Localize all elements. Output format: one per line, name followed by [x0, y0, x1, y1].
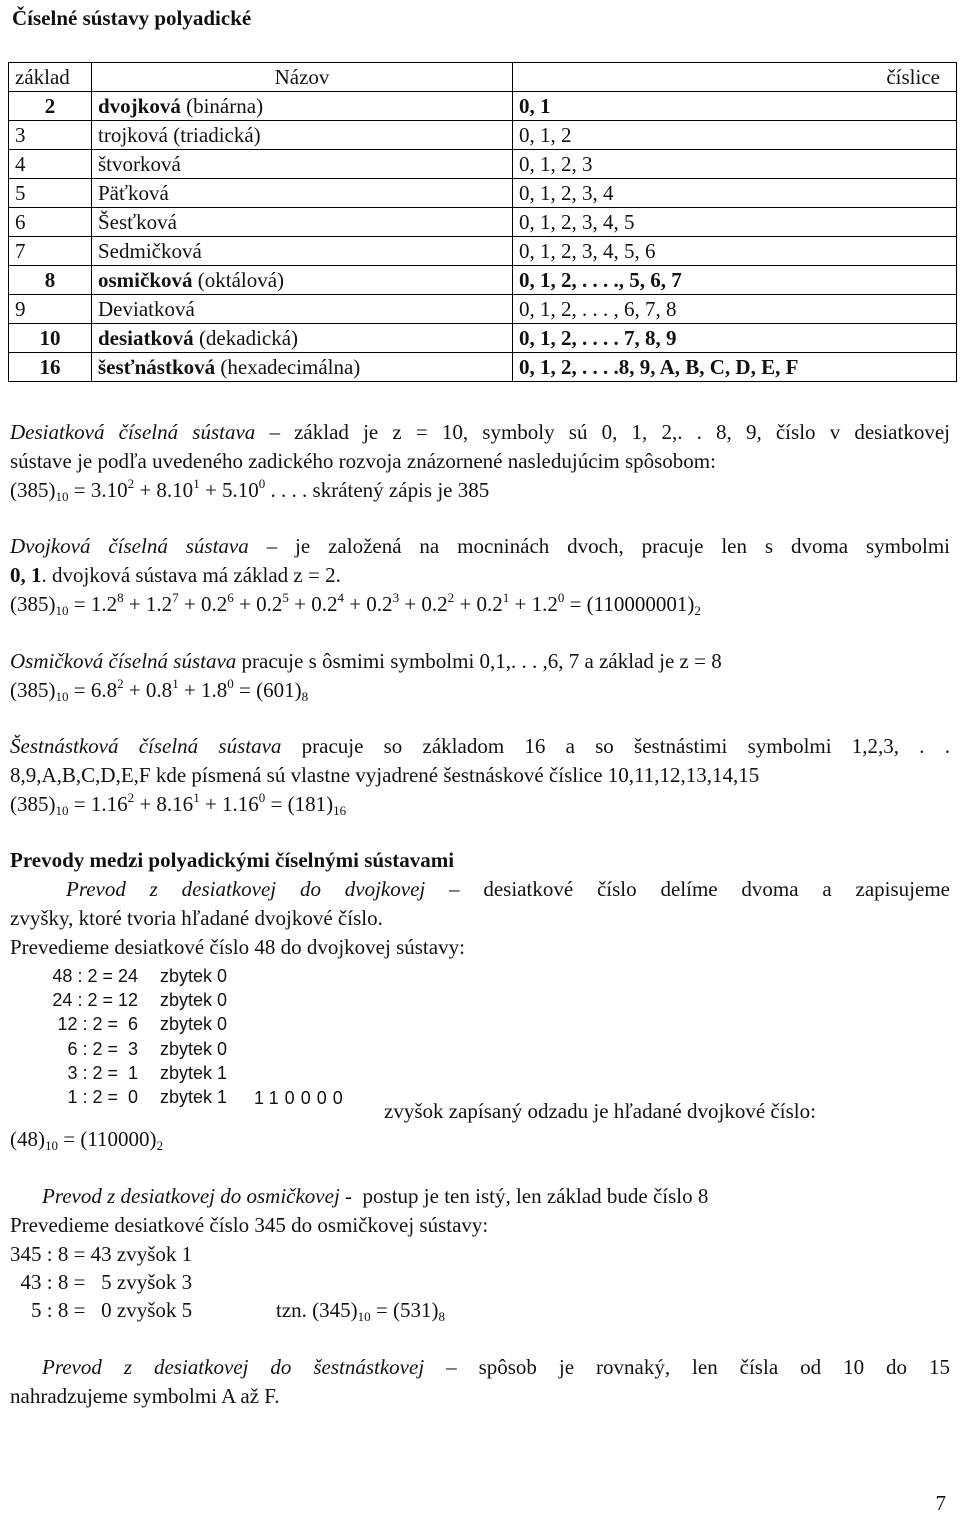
header-digits: číslice	[513, 63, 957, 92]
division-row: 3 : 2 = 1 zbytek 1	[67, 1062, 228, 1083]
cell-digits: 0, 1, 2, . . . ., 5, 6, 7	[513, 266, 957, 295]
cell-base: 5	[9, 179, 92, 208]
binary-digits: 110000	[254, 1088, 349, 1108]
octal-system-line1: Osmičková číselná sústava pracuje s ôsmimi symbolmi 0,1,. . . ,6, 7 a základ je z = 8	[10, 649, 722, 673]
table-header-row	[9, 63, 957, 92]
table-row	[9, 324, 957, 353]
cell-base: 4	[9, 150, 92, 179]
cell-name: desiatková (dekadická)	[92, 324, 513, 353]
cell-digits: 0, 1, 2, 3, 4	[513, 179, 957, 208]
table-row	[9, 266, 957, 295]
table-row	[9, 295, 957, 324]
binary-system-line2: 0, 1. dvojková sústava má základ z = 2.	[10, 563, 341, 587]
decimal-expansion: $(385)_{10} = 3.10^2 + 8.10^1 + 5.10^0$ . . . . skrátený zápis je 385	[10, 476, 490, 504]
table-row	[9, 208, 957, 237]
dec-to-oct-term: Prevod z desiatkovej do osmičkovej	[42, 1184, 340, 1208]
binary-digits-note: zvyšok zapísaný odzadu je hľadané dvojkové číslo:	[384, 1099, 816, 1123]
dec-to-bin-line1: Prevod z desiatkovej do dvojkovej – desiatkové číslo delíme dvoma a zapisujeme	[66, 877, 950, 901]
decimal-system-line1: Desiatková číselná sústava – základ je z = 10, symboly sú 0, 1, 2,. . 8, 9, číslo v desiatkovej	[10, 420, 950, 444]
division-row: 12 : 2 = 6 zbytek 0	[57, 1014, 228, 1035]
dec-to-oct-line1: Prevod z desiatkovej do osmičkovej - postup je ten istý, len základ bude číslo 8	[42, 1184, 709, 1208]
conversions-heading: Prevody medzi polyadickými číselnými sústavami	[10, 848, 455, 872]
cell-digits: 0, 1, 2, 3	[513, 150, 957, 179]
division-row: 1 : 2 = 0 zbytek 1	[67, 1087, 228, 1108]
table-row	[9, 237, 957, 266]
header-name: Názov	[92, 63, 513, 92]
cell-digits: 0, 1, 2, 3, 4, 5	[513, 208, 957, 237]
division-row: 48 : 2 = 24 zbytek 0	[52, 966, 228, 986]
cell-name: Šesťková	[92, 208, 513, 237]
cell-digits: 0, 1, 2	[513, 121, 957, 150]
dec-to-bin-line3: Prevedieme desiatkové číslo 48 do dvojkovej sústavy:	[10, 935, 465, 959]
cell-base: 10	[9, 324, 92, 353]
table-row	[9, 179, 957, 208]
dec-to-bin-result: $(48)_{10} = (110000)_2$	[10, 1127, 164, 1153]
table-row	[9, 92, 957, 121]
header-base: základ	[9, 63, 92, 92]
table-row	[9, 353, 957, 382]
binary-system-line1: Dvojková číselná sústava – je založená na mocninách dvoch, pracuje len s dvoma symbolmi	[10, 534, 950, 558]
cell-name: osmičková (oktálová)	[92, 266, 513, 295]
cell-digits: 0, 1, 2, . . . . 7, 8, 9	[513, 324, 957, 353]
hex-system-term: Šestnástková číselná sústava	[10, 734, 282, 758]
cell-base: 9	[9, 295, 92, 324]
cell-base: 3	[9, 121, 92, 150]
octal-expansion: $(385)_{10} = 6.8^2 + 0.8^1 + 1.8^0 = (601)_8$	[10, 676, 309, 704]
hex-system-line2: 8,9,A,B,C,D,E,F kde písmená sú vlastne vyjadrené šestnáskové číslice 10,11,12,13,14,15	[10, 763, 760, 787]
decimal-system-term: Desiatková číselná sústava	[10, 420, 256, 444]
cell-name: Sedmičková	[92, 237, 513, 266]
dec-to-oct-line2: Prevedieme desiatkové číslo 345 do osmičkovej sústavy:	[10, 1213, 489, 1237]
hex-system-line1: Šestnástková číselná sústava pracuje so základom 16 a so šestnástimi symbolmi 1,2,3, . .	[10, 734, 950, 758]
cell-name: Päťková	[92, 179, 513, 208]
cell-name: štvorková	[92, 150, 513, 179]
table-row	[9, 150, 957, 179]
dec-to-oct-result: tzn. $(345)_{10} = (531)_8$	[276, 1298, 445, 1324]
page-title: Číselné sústavy polyadické	[12, 6, 252, 30]
page-number: 7	[935, 1491, 946, 1515]
cell-digits: 0, 1	[513, 92, 957, 121]
cell-base: 2	[9, 92, 92, 121]
cell-digits: 0, 1, 2, . . . , 6, 7, 8	[513, 295, 957, 324]
dec-to-hex-line2: nahradzujeme symbolmi A až F.	[10, 1384, 280, 1408]
cell-base: 8	[9, 266, 92, 295]
number-systems-table	[8, 62, 957, 382]
cell-digits: 0, 1, 2, . . . .8, 9, A, B, C, D, E, F	[513, 353, 957, 382]
hex-expansion: $(385)_{10} = 1.16^2 + 8.16^1 + 1.16^0 = (181)_{16}$	[10, 790, 347, 818]
cell-digits: 0, 1, 2, 3, 4, 5, 6	[513, 237, 957, 266]
oct-step-1: 345 : 8 = 43 zvyšok 1	[10, 1242, 193, 1266]
binary-system-term: Dvojková číselná sústava	[10, 534, 249, 558]
dec-to-bin-term: Prevod z desiatkovej do dvojkovej	[66, 877, 426, 901]
oct-step-2: 43 : 8 = 5 zvyšok 3	[10, 1270, 193, 1294]
division-row: 24 : 2 = 12 zbytek 0	[52, 990, 228, 1011]
dec-to-bin-line2: zvyšky, ktoré tvoria hľadané dvojkové číslo.	[10, 906, 383, 930]
table-row	[9, 121, 957, 150]
cell-name: šesťnástková (hexadecimálna)	[92, 353, 513, 382]
division-steps	[30, 964, 227, 1109]
cell-base: 7	[9, 237, 92, 266]
decimal-system-line2: sústave je podľa uvedeného zadického rozvoja znázornené nasledujúcim spôsobom:	[10, 449, 716, 473]
oct-step-3: 5 : 8 = 0 zvyšok 5	[10, 1298, 193, 1322]
dec-to-hex-line1: Prevod z desiatkovej do šestnástkovej – spôsob je rovnaký, len čísla od 10 do 15	[42, 1355, 950, 1379]
octal-system-term: Osmičková číselná sústava	[10, 649, 237, 673]
division-row: 6 : 2 = 3 zbytek 0	[67, 1038, 228, 1059]
cell-name: trojková (triadická)	[92, 121, 513, 150]
dec-to-hex-term: Prevod z desiatkovej do šestnástkovej	[42, 1355, 425, 1379]
cell-base: 16	[9, 353, 92, 382]
cell-base: 6	[9, 208, 92, 237]
cell-name: dvojková (binárna)	[92, 92, 513, 121]
cell-name: Deviatková	[92, 295, 513, 324]
binary-expansion: $(385)_{10} = 1.2^8 + 1.2^7 + 0.2^6 + 0.2^5 + 0.2^4 + 0.2^3 + 0.2^2 + 0.2^1 + 1.2^0 = (110000001)_2$	[10, 590, 701, 618]
